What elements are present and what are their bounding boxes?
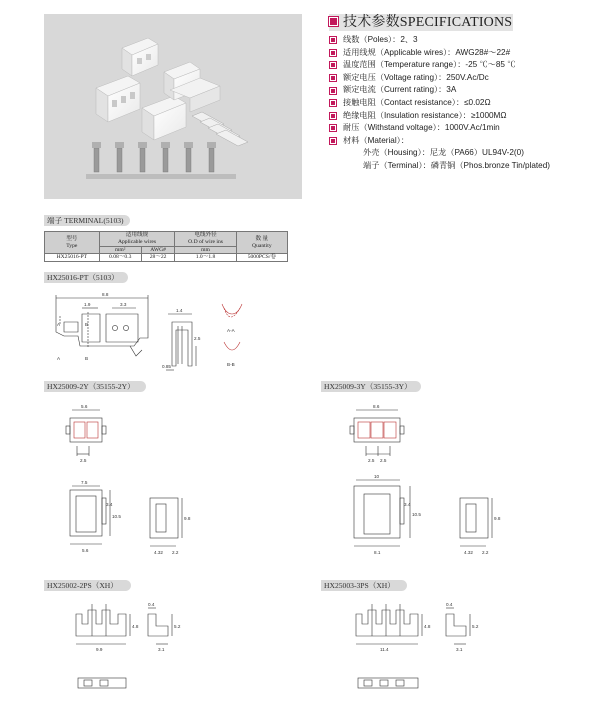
y3-section-label: HX25009-3Y（35155-3Y） (321, 381, 421, 392)
dim-overall: 8.8 (102, 292, 109, 297)
mm2-cell: 0.08～0.3 (99, 254, 141, 262)
dim-t: 0.85 (162, 364, 171, 369)
y2-section-label: HX25009-2Y（35155-2Y） (44, 381, 146, 392)
y2-dim-s: 2.2 (172, 550, 179, 555)
y2-dim-bot: 5.6 (82, 548, 89, 553)
dim-w: 1.4 (176, 308, 183, 313)
spec-item (330, 59, 600, 72)
section-bb: B-B (227, 362, 235, 367)
type-header (45, 232, 100, 254)
ps3-dim-h: 4.8 (424, 624, 431, 629)
terminal-table (44, 231, 288, 262)
housing-2y-drawing (60, 398, 210, 558)
y3-dim-pitch-1: 2.5 (368, 458, 375, 463)
dim-h: 2.5 (194, 336, 201, 341)
mark-a: A (57, 322, 61, 327)
od-header-en: O.D of wire ins (188, 238, 223, 245)
title-square-icon (329, 17, 338, 26)
spec-item-text: 温度范围（Temperature range）：-25 ℃～85 ℃ (343, 60, 516, 70)
y3-dim-side-w: 10 (374, 474, 380, 479)
wires-header-cn: 适用线规 (125, 232, 149, 238)
spec-item-text: 材料（Material）： (343, 135, 409, 145)
pt-section-label: HX25016-PT（5103） (44, 272, 128, 283)
terminal-section-label: 端子 TERMINAL(5103) (44, 215, 130, 226)
product-photo (44, 14, 302, 199)
ps3-dim-bot: 11.4 (380, 647, 389, 652)
spec-item (330, 110, 600, 123)
spec-subitem-text: 外壳（Housing）：尼龙（PA66）UL94V-2(0) (363, 148, 524, 158)
ps3-section-label: HX25003-3PS（XH） (321, 580, 407, 591)
y2-dim-w: 4.32 (154, 550, 163, 555)
ps2-dim-h: 4.8 (132, 624, 139, 629)
bullet-square-icon (330, 50, 336, 56)
spec-item (330, 122, 600, 135)
y3-dim-s: 2.2 (482, 550, 489, 555)
spec-item (330, 34, 600, 47)
od-unit-header: mm (175, 246, 236, 254)
mark-b: B (85, 322, 89, 327)
mark-a-bottom: A (57, 356, 61, 361)
bullet-square-icon (330, 125, 336, 131)
mm2-header: mm² (99, 246, 141, 254)
spec-item (330, 84, 600, 97)
mark-b-bottom: B (85, 356, 89, 361)
spec-item-text: 接触电阻（Contact resistance）：≤0.02Ω (343, 97, 491, 107)
specifications-title (329, 14, 513, 31)
connector-housing-3y (96, 76, 140, 122)
y2-dim-pitch: 2.5 (80, 458, 87, 463)
housing-3y-drawing (344, 398, 504, 558)
ps2-section-label: HX25002-2PS（XH） (44, 580, 131, 591)
qty-header-cn: 数 量 (255, 235, 269, 242)
y3-dim-w: 4.32 (464, 550, 473, 555)
spec-item (330, 97, 600, 110)
y2-dim-side-w: 7.5 (81, 480, 88, 485)
ps3-dim-w: 3.1 (456, 647, 463, 652)
bullet-square-icon (330, 113, 336, 119)
type-header-en: Type (66, 242, 78, 249)
wires-header (99, 232, 175, 247)
dim-a: 1.9 (84, 302, 91, 307)
od-header (175, 232, 236, 247)
bullet-square-icon (330, 62, 336, 68)
wafer-ps3 (192, 112, 248, 146)
ps2-dim-bot: 9.9 (96, 647, 103, 652)
spec-subitem (330, 147, 600, 160)
y3-dim-pitch-2: 2.5 (380, 458, 387, 463)
awg-header: AWG# (141, 246, 175, 254)
connector-housing-ps3 (142, 96, 186, 140)
ps2-dim-h2: 5.2 (174, 624, 181, 629)
connector-housing-2y (122, 38, 158, 76)
y2-dim-t: 3.4 (106, 502, 113, 507)
ps3-dim-h2: 5.2 (472, 624, 479, 629)
y3-dim-side-h: 10.5 (412, 512, 421, 517)
y3-dim-top: 8.6 (373, 404, 380, 409)
bullet-square-icon (330, 88, 336, 94)
spec-item (330, 72, 600, 85)
section-aa: A-A (227, 328, 235, 333)
specifications-list (330, 34, 600, 173)
qty-header (236, 232, 287, 254)
dim-b: 3.3 (120, 302, 127, 307)
wires-header-en: Applicable wires (117, 238, 157, 245)
spec-subitem (330, 160, 600, 173)
y2-dim-side-h: 10.5 (112, 514, 121, 519)
y2-dim-h: 9.8 (184, 516, 191, 521)
y3-dim-h: 9.8 (494, 516, 501, 521)
spec-item-text: 额定电压（Voltage rating）：250V.Ac/Dc (343, 72, 489, 82)
y3-dim-bot: 8.1 (374, 550, 381, 555)
od-cell: 1.0～1.8 (175, 254, 236, 262)
od-header-cn: 电线外径 (194, 232, 217, 238)
terminal-reel (86, 142, 236, 179)
spec-item-text: 耐压（Withstand voltage）：1000V.Ac/1min (343, 123, 500, 133)
ps2-dim-t: 0.4 (148, 602, 155, 607)
type-cell: HX25016-PT (45, 254, 100, 262)
y3-dim-t: 3.4 (404, 502, 411, 507)
connector-photo-graphic (44, 14, 302, 199)
y2-dim-top: 5.6 (81, 404, 88, 409)
spec-item-text: 适用线规（Applicable wires）：AWG28#～22# (343, 47, 511, 57)
spec-item (330, 135, 600, 148)
bullet-square-icon (330, 100, 336, 106)
spec-item-text: 绝缘电阻（Insulation resistance）：≥1000MΩ (343, 110, 507, 120)
bullet-square-icon (330, 75, 336, 81)
spec-item (330, 47, 600, 60)
bullet-square-icon (330, 138, 336, 144)
type-header-cn: 型号 (66, 235, 78, 242)
wafer-3ps-drawing (350, 596, 490, 696)
awg-cell: 28～22 (141, 254, 175, 262)
qty-cell: 5000PCS/卷 (236, 254, 287, 262)
ps2-dim-w: 3.1 (158, 647, 165, 652)
ps3-dim-t: 0.4 (446, 602, 453, 607)
wafer-2ps-drawing (70, 596, 200, 696)
qty-header-en: Quantity (252, 242, 272, 249)
terminal-drawing (44, 286, 274, 376)
bullet-square-icon (330, 37, 336, 43)
spec-item-text: 线数（Poles）：2、3 (343, 35, 418, 44)
specifications-title-text: 技术参数SPECIFICATIONS (343, 15, 513, 30)
spec-subitem-text: 端子（Terminal）：磷青铜（Phos.bronze Tin/plated) (363, 160, 551, 170)
spec-item-text: 额定电流（Current rating）：3A (343, 85, 457, 95)
table-row (45, 254, 288, 262)
